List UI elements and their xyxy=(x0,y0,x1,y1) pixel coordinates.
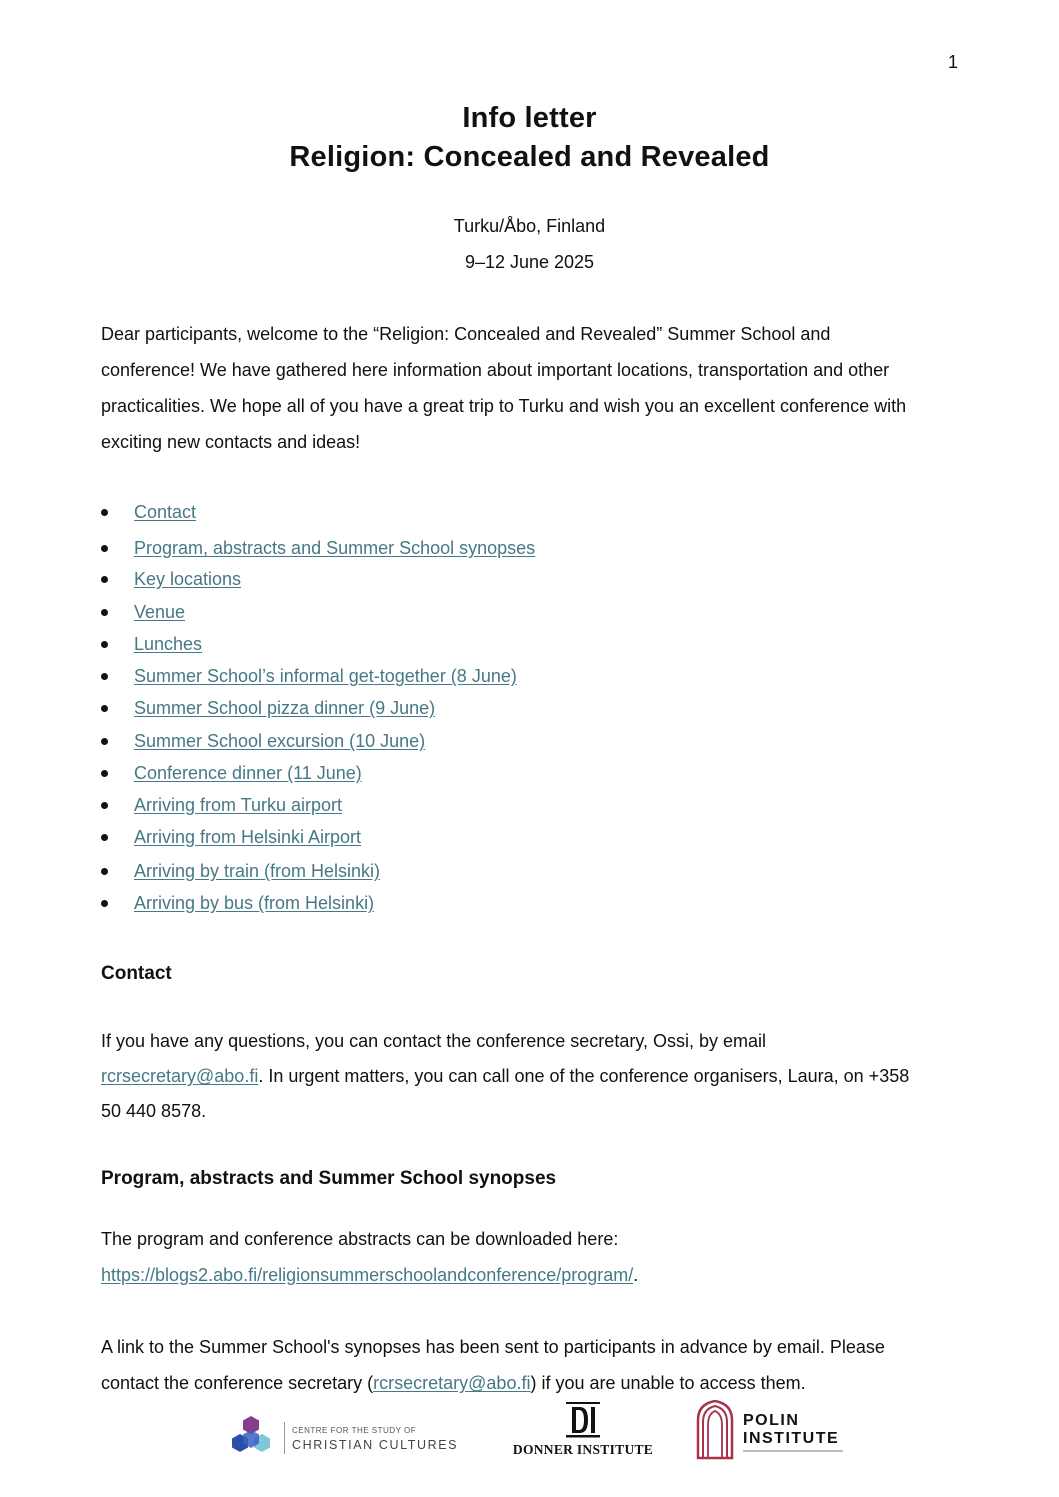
synopses-email-link[interactable]: rcrsecretary@abo.fi xyxy=(373,1373,531,1393)
contact-heading: Contact xyxy=(101,963,172,984)
bullet-icon xyxy=(101,868,108,875)
intro-line: practicalities. We hope all of you have a great trip to Turku and wish you an excellent conference with xyxy=(101,396,907,416)
bullet-icon xyxy=(101,576,108,583)
document-title: Info letter xyxy=(462,102,597,134)
program-line: The program and conference abstracts can be downloaded here: xyxy=(101,1229,619,1249)
toc-link-key-locations[interactable]: Key locations xyxy=(134,569,242,589)
toc-link-venue[interactable]: Venue xyxy=(134,602,186,622)
donner-institute-name: DONNER INSTITUTE xyxy=(512,1442,654,1457)
toc-link-pizza-dinner[interactable]: Summer School pizza dinner (9 June) xyxy=(134,698,436,718)
csc-divider xyxy=(284,1422,285,1454)
polin-tagline-line xyxy=(743,1450,843,1452)
toc-link-bus[interactable]: Arriving by bus (from Helsinki) xyxy=(134,893,375,913)
polin-institute-logo xyxy=(696,1400,846,1462)
program-line xyxy=(101,1257,971,1293)
bullet-icon xyxy=(101,900,108,907)
bullet-icon xyxy=(101,705,108,712)
bullet-icon xyxy=(101,609,108,616)
toc-link-contact[interactable]: Contact xyxy=(134,502,197,522)
donner-institute-logo xyxy=(508,1400,658,1462)
csc-name: CHRISTIAN CULTURES xyxy=(292,1438,459,1452)
contact-line xyxy=(101,1059,971,1094)
event-location: Turku/Åbo, Finland xyxy=(453,216,606,236)
bullet-icon xyxy=(101,834,108,841)
bullet-icon xyxy=(101,673,108,680)
bullet-icon xyxy=(101,545,108,552)
program-heading: Program, abstracts and Summer School synopses xyxy=(101,1168,557,1189)
program-paragraph xyxy=(101,1221,971,1293)
page-number: 1 xyxy=(948,52,959,72)
contact-paragraph xyxy=(101,1024,971,1129)
bullet-icon xyxy=(101,509,108,516)
bullet-icon xyxy=(101,738,108,745)
intro-line: conference! We have gathered here information about important locations, transportation and other xyxy=(101,360,890,380)
contact-line-text: . In urgent matters, you can call one of the conference organisers, Laura, on +358 xyxy=(258,1066,910,1086)
program-url-punct: . xyxy=(633,1265,639,1285)
csc-caption: CENTRE FOR THE STUDY OF xyxy=(292,1426,417,1435)
intro-line: exciting new contacts and ideas! xyxy=(101,432,361,452)
contact-line: 50 440 8578. xyxy=(101,1101,207,1121)
intro-paragraph xyxy=(101,316,971,460)
document-subtitle: Religion: Concealed and Revealed xyxy=(289,141,770,173)
bullet-icon xyxy=(101,641,108,648)
polin-name-line1: POLIN xyxy=(743,1412,800,1429)
donner-di-mark-icon xyxy=(563,1400,603,1440)
synopses-line: A link to the Summer School's synopses has been sent to participants in advance by email. Please xyxy=(101,1337,885,1357)
synopses-text-before: contact the conference secretary ( xyxy=(101,1373,374,1393)
csc-logo xyxy=(226,1414,476,1460)
polin-name-line2: INSTITUTE xyxy=(743,1430,840,1447)
secretary-email-link[interactable]: rcrsecretary@abo.fi xyxy=(101,1066,259,1086)
program-url-link[interactable]: https://blogs2.abo.fi/religionsummerschoolandconference/program/ xyxy=(101,1265,634,1285)
event-dates: 9–12 June 2025 xyxy=(464,252,595,272)
toc-link-turku-airport[interactable]: Arriving from Turku airport xyxy=(134,795,343,815)
bullet-icon xyxy=(101,802,108,809)
csc-hexagons-icon xyxy=(226,1414,276,1460)
contact-line: If you have any questions, you can contact the conference secretary, Ossi, by email xyxy=(101,1031,767,1051)
polin-arch-icon xyxy=(696,1400,734,1460)
toc-link-train[interactable]: Arriving by train (from Helsinki) xyxy=(134,861,381,881)
synopses-text-after: ) if you are unable to access them. xyxy=(530,1373,806,1393)
footer-logos xyxy=(0,1400,1059,1470)
toc-link-lunches[interactable]: Lunches xyxy=(134,634,203,654)
toc-link-helsinki-airport[interactable]: Arriving from Helsinki Airport xyxy=(134,827,362,847)
toc-link-conference-dinner[interactable]: Conference dinner (11 June) xyxy=(134,763,362,783)
synopses-line xyxy=(101,1365,971,1401)
synopses-paragraph xyxy=(101,1329,971,1401)
bullet-icon xyxy=(101,770,108,777)
toc-link-excursion[interactable]: Summer School excursion (10 June) xyxy=(134,731,426,751)
toc-link-program[interactable]: Program, abstracts and Summer School synopses xyxy=(134,538,536,558)
toc-link-get-together[interactable]: Summer School’s informal get-together (8 June) xyxy=(134,666,517,686)
intro-line: Dear participants, welcome to the “Religion: Concealed and Revealed” Summer School and xyxy=(101,324,831,344)
